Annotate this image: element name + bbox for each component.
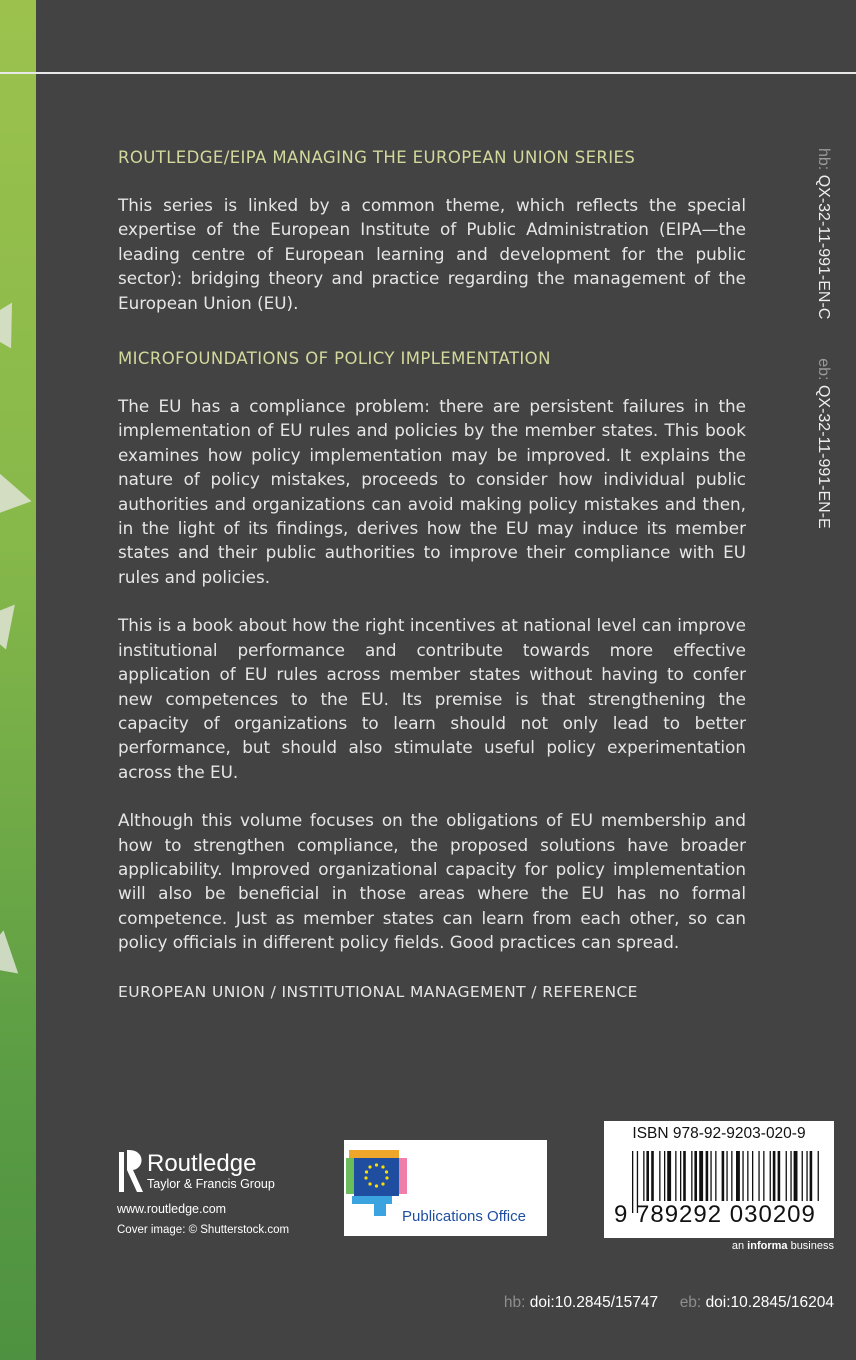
subject-categories: EUROPEAN UNION / INSTITUTIONAL MANAGEMENT / REFERENCE (118, 982, 638, 1001)
star-decoration (0, 464, 32, 517)
series-heading: ROUTLEDGE/EIPA MANAGING THE EUROPEAN UNION SERIES (118, 148, 636, 167)
eb-catalogue-number: QX-32-11-991-EN-E (815, 384, 832, 529)
isbn-text: ISBN 978-92-9203-020-9 (632, 1125, 806, 1142)
eb-doi: doi:10.2845/16204 (705, 1294, 834, 1311)
eb-doi-label: eb: (679, 1294, 702, 1311)
paragraph: Although this volume focuses on the obligations of EU membership and how to strengthen compliance, the proposed solutions have broader applicability. Improved organizational capacity for policy implementation will also be beneficial in those areas where the EU has no formal competence. Just as member states can learn from each other, so can policy officials in different policy fields. Good practices can spread. (118, 810, 746, 953)
eu-flag-icon (354, 1158, 399, 1196)
hb-label: hb: (815, 148, 832, 171)
catalogue-numbers (814, 148, 832, 529)
series-text: This series is linked by a common theme, which reflects the special expertise of the European Institute of Public Administration (EIPA—the leading centre of European learning and development for the public sector): bridging theory and practice regarding the management of the European Union (EU). (118, 195, 746, 313)
cover-credit: Cover image: © Shutterstock.com (117, 1224, 290, 1236)
star-decoration (0, 926, 25, 973)
hb-doi-label: hb: (503, 1294, 526, 1311)
publications-office-label: Publications Office (402, 1208, 526, 1225)
eb-label: eb: (815, 358, 832, 381)
publisher-website: www.routledge.com (117, 1202, 227, 1216)
doi-numbers (504, 1294, 834, 1312)
barcode-number: 9 789292 030209 (614, 1201, 816, 1228)
blurb (118, 148, 746, 1001)
hb-doi: doi:10.2845/15747 (529, 1294, 659, 1311)
isbn-barcode (604, 1121, 834, 1238)
routledge-logo-block (117, 1148, 289, 1236)
hb-catalogue-number: QX-32-11-991-EN-C (815, 174, 832, 320)
book-heading: MICROFOUNDATIONS OF POLICY IMPLEMENTATION (118, 349, 551, 369)
star-decoration (0, 292, 31, 349)
star-decoration (0, 591, 32, 650)
top-divider (0, 72, 856, 74)
publisher-group: Taylor & Francis Group (147, 1177, 275, 1191)
informa-tagline: an informa business (731, 1240, 834, 1252)
publisher-name: Routledge (147, 1150, 257, 1177)
paragraph: This is a book about how the right incentives at national level can improve institutional performance and contribute towards more effective application of EU rules across member states without having to confer new competences to the EU. Its premise is that strengthening the capacity of organizations to learn should not only lead to better performance, but should also stimulate useful policy experimentation across the EU. (118, 615, 746, 782)
paragraph: The EU has a compliance problem: there are persistent failures in the implementation of EU rules and policies by the member states. This book examines how policy implementation may be improved. It explains the nature of policy mistakes, proceeds to consider how individual public authorities and organizations can avoid making policy mistakes and then, in the light of its findings, derives how the EU may induce its member states and their public authorities to improve their compliance with EU rules and policies. (118, 396, 746, 587)
publications-office-logo (344, 1140, 547, 1236)
green-spine-strip (0, 0, 36, 1360)
routledge-r-mark-icon (117, 1148, 147, 1194)
